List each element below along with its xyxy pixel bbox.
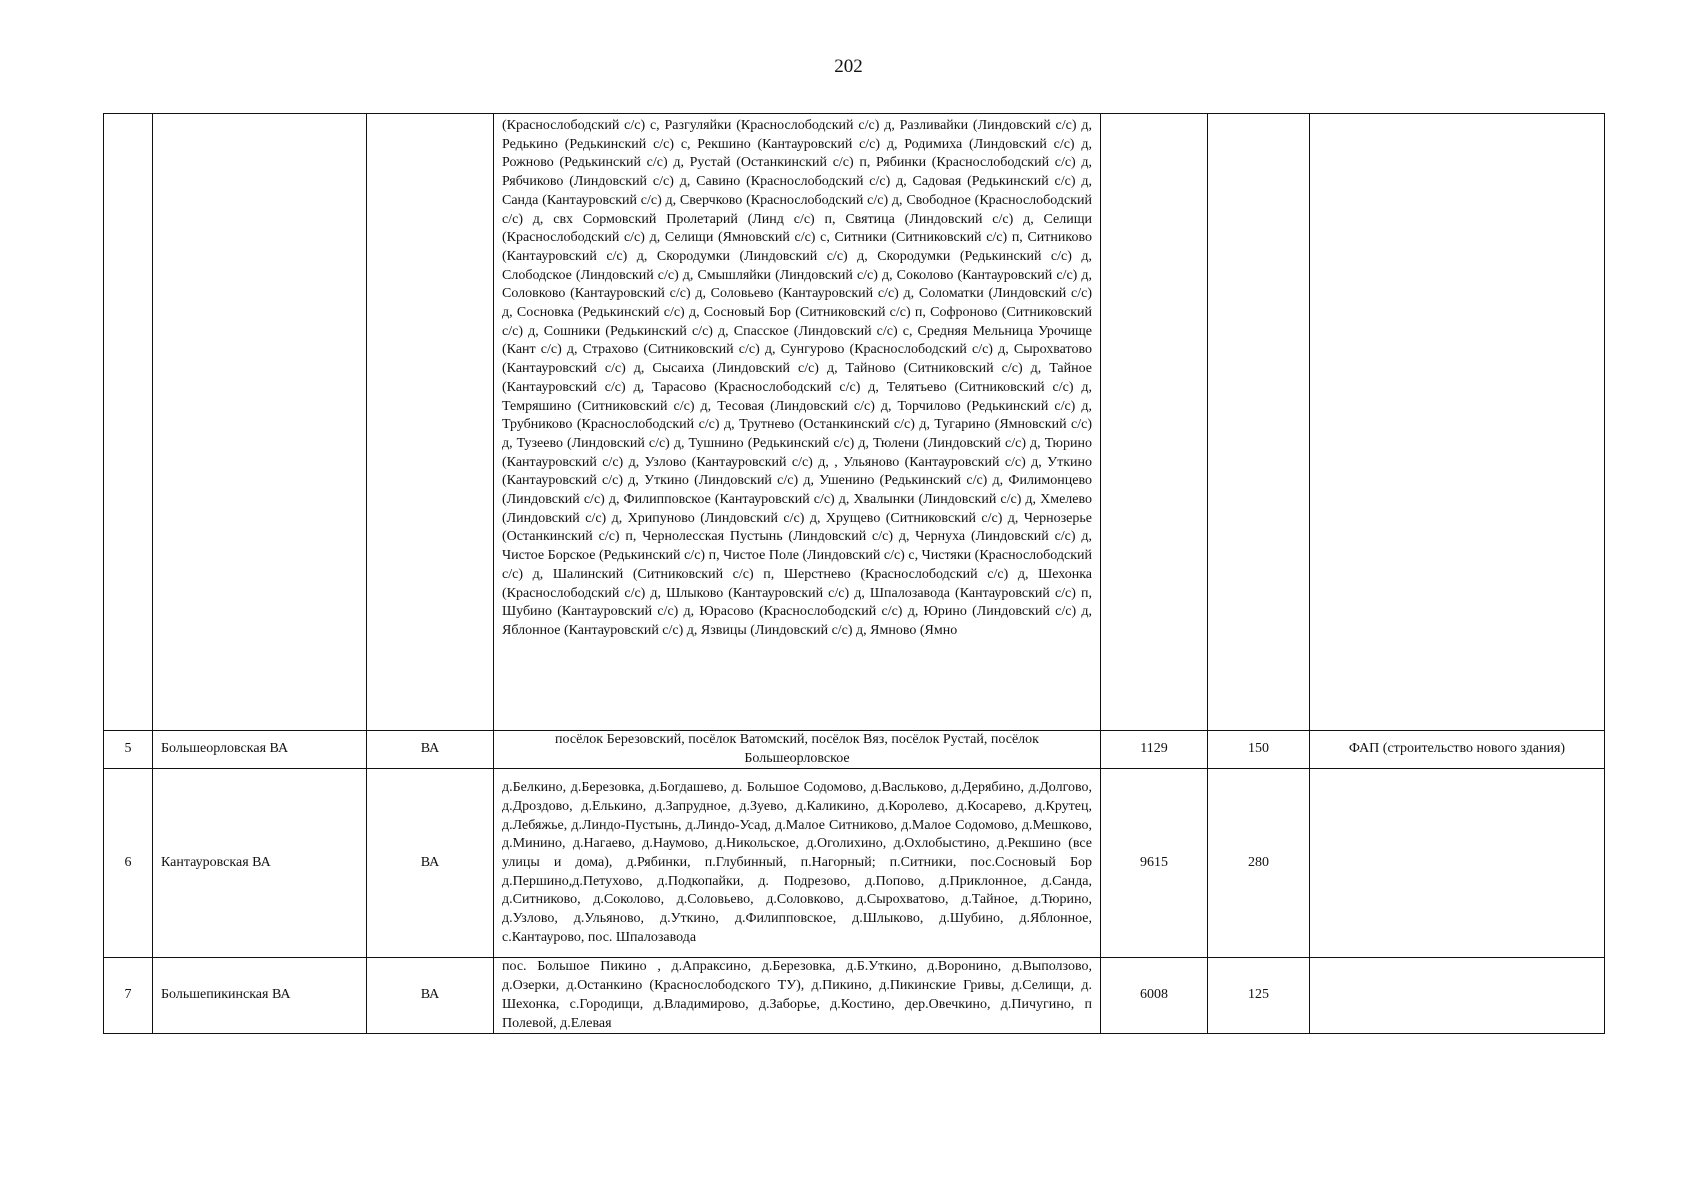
row-number-cell: 7 bbox=[104, 958, 153, 1034]
visits-cell: 125 bbox=[1208, 958, 1310, 1034]
facility-type-cell bbox=[367, 114, 494, 731]
settlements-cell: пос. Большое Пикино , д.Апраксино, д.Березовка, д.Б.Уткино, д.Воронино, д.Выползово, д.Озерки, д.Останкино (Краснослободского ТУ), д.Пикино, д.Пикинские Гривы, д.Селищи, д. Шехонка, с.Городищи, д.Владимирово, д.Заборье, д.Костино, дер.Овечкино, д.Пичугино, п Полевой, д.Елевая bbox=[494, 958, 1101, 1034]
settlements-cell: (Краснослободский с/с) с, Разгуляйки (Краснослободский с/с) д, Разливайки (Линдовский с/с) д, Редькино (Редькинский с/с) с, Рекшино (Кантауровский с/с) д, Родимиха (Линдовский с/с) д, Рожново (Редькинский с/с) д, Рустай (Останкинский с/с) п, Рябинки (Краснослободский с/с) д, Рябчиково (Линдовский с/с) д, Савино (Краснослободский с/с) д, Садовая (Редькинский с/с) д, Санда (Кантауровский с/с) д, Сверчково (Краснослободский с/с) д, Свободное (Краснослободский с/с) д, свх Сормовский Пролетарий (Линд с/с) п, Святица (Линдовский с/с) д, Селищи (Краснослободский с/с) д, Селищи (Ямновский с/с) с, Ситники (Ситниковский с/с) п, Ситниково (Кантауровский с/с) д, Скородумки (Линдовский с/с) д, Скородумки (Редькинский с/с) д, Слободское (Линдовский с/с) д, Смышляйки (Линдовский с/с) д, Соколово (Кантауровский с/с) д, Соловково (Кантауровский с/с) д, Соловьево (Кантауровский с/с) д, Соломатки (Линдовский с/с) д, Сосновка (Редькинский с/с) д, Сосновый Бор (Ситниковский с/с) п, Софроново (Ситниковский с/с) д, Сошники (Редькинский с/с) д, Спасское (Линдовский с/с) с, Средняя Мельница Урочище (Кант с/с) д, Страхово (Ситниковский с/с) д, Сунгурово (Краснослободский с/с) д, Сырохватово (Кантауровский с/с) д, Сысаиха (Линдовский с/с) д, Тайново (Ситниковский с/с) д, Тайное (Кантауровский с/с) д, Тарасово (Краснослободский с/с) д, Телятьево (Ситниковский с/с) д, Темряшино (Ситниковский с/с) д, Тесовая (Линдовский с/с) д, Торчилово (Редькинский с/с) д, Трубниково (Краснослободский с/с) д, Трутнево (Останкинский с/с) д, Тугарино (Ямновский с/с) д, Тузеево (Линдовский с/с) д, Тушнино (Редькинский с/с) д, Тюлени (Линдовский с/с) д, Тюрино (Кантауровский с/с) д, Узлово (Кантауровский с/с) д, , Ульяново (Кантауровский с/с) д, Уткино (Кантауровский с/с) д, Уткино (Линдовский с/с) д, Ушенино (Редькинский с/с) д, Филимонцево (Линдовский с/с) д, Филипповское (Кантауровский с/с) д, Хвалынки (Линдовский с/с) д, Хмелево (Линдовский с/с) д, Хрипуново (Линдовский с/с) д, Хрущево (Ситниковский с/с) д, Чернозерье (Останкинский с/с) п, Чернолесская Пустынь (Линдовский с/с) д, Чернуха (Линдовский с/с) д, Чистое Борское (Редькинский с/с) п, Чистое Поле (Линдовский с/с) с, Чистяки (Краснослободский с/с) д, Шалинский (Ситниковский с/с) п, Шерстнево (Краснослободский с/с) д, Шехонка (Краснослободский с/с) д, Шлыково (Кантауровский с/с) д, Шпалозавода (Кантауровский с/с) п, Шубино (Кантауровский с/с) д, Юрасово (Краснослободский с/с) д, Юрино (Линдовский с/с) д, Яблонное (Кантауровский с/с) д, Язвицы (Линдовский с/с) д, Ямново (Ямно bbox=[494, 114, 1101, 731]
table-row bbox=[104, 769, 1605, 958]
table-row-continuation bbox=[104, 114, 1605, 731]
plan-cell bbox=[1310, 114, 1605, 731]
row-number-cell: 6 bbox=[104, 769, 153, 958]
row-number-cell: 5 bbox=[104, 731, 153, 769]
plan-cell bbox=[1310, 958, 1605, 1034]
facility-name-cell: Большепикинская ВА bbox=[153, 958, 367, 1034]
facility-name-cell: Кантауровская ВА bbox=[153, 769, 367, 958]
row-number-cell bbox=[104, 114, 153, 731]
facilities-table bbox=[103, 113, 1605, 1034]
population-cell: 9615 bbox=[1101, 769, 1208, 958]
table-row bbox=[104, 958, 1605, 1034]
page-number: 202 bbox=[834, 56, 863, 77]
facility-type-cell: ВА bbox=[367, 769, 494, 958]
plan-cell bbox=[1310, 769, 1605, 958]
table-row bbox=[104, 731, 1605, 769]
visits-cell: 280 bbox=[1208, 769, 1310, 958]
settlements-cell: посёлок Березовский, посёлок Ватомский, посёлок Вяз, посёлок Рустай, посёлок Большеорловское bbox=[494, 731, 1101, 769]
facility-type-cell: ВА bbox=[367, 958, 494, 1034]
plan-cell: ФАП (строительство нового здания) bbox=[1310, 731, 1605, 769]
facility-type-cell: ВА bbox=[367, 731, 494, 769]
population-cell: 1129 bbox=[1101, 731, 1208, 769]
visits-cell: 150 bbox=[1208, 731, 1310, 769]
visits-cell bbox=[1208, 114, 1310, 731]
facility-name-cell bbox=[153, 114, 367, 731]
population-cell: 6008 bbox=[1101, 958, 1208, 1034]
facility-name-cell: Большеорловская ВА bbox=[153, 731, 367, 769]
population-cell bbox=[1101, 114, 1208, 731]
settlements-cell: д.Белкино, д.Березовка, д.Богдашево, д. Большое Содомово, д.Васльково, д.Дерябино, д.Долгово, д.Дроздово, д.Елькино, д.Запрудное, д.Зуево, д.Каликино, д.Королево, д.Косарево, д.Крутец, д.Лебяжье, д.Линдо-Пустынь, д.Линдо-Усад, д.Малое Ситниково, д.Малое Содомово, д.Мешково, д.Минино, д.Нагаево, д.Наумово, д.Никольское, д.Оголихино, д.Охлобыстино, д.Рекшино (все улицы и дома), д.Рябинки, п.Глубинный, п.Нагорный; п.Ситники, пос.Сосновый Бор д.Першино,д.Петухово, д.Подкопайки, д. Подрезово, д.Попово, д.Приклонное, д.Санда, д.Ситниково, д.Соколово, д.Соловьево, д.Соловково, д.Сырохватово, д.Тайное, д.Тюрино, д.Узлово, д.Ульяново, д.Уткино, д.Филипповское, д.Шлыково, д.Шубино, д.Яблонное, с.Кантаурово, пос. Шпалозавода bbox=[494, 769, 1101, 958]
